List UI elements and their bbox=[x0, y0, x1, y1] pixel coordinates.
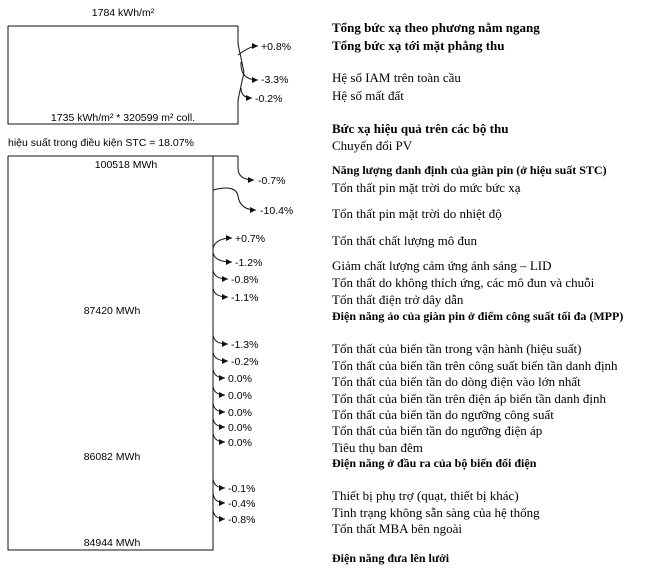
loss-arrow-temperature bbox=[213, 188, 256, 210]
loss-arrow-inverter-efficiency bbox=[213, 335, 228, 344]
loss-arrow-iam-gain bbox=[238, 46, 258, 55]
grid-energy-value: 84944 MWh bbox=[83, 537, 141, 549]
legend-irradiance-loss: Tổn thất pin mặt trời do mức bức xạ bbox=[332, 180, 521, 195]
legend-nominal-energy: Năng lượng danh định của giàn pin (ở hiệu suất STC) bbox=[332, 163, 607, 177]
loss-value-irradiance: -0.7% bbox=[258, 175, 286, 187]
loss-value-soiling: -0.2% bbox=[255, 93, 283, 105]
stc-efficiency-label: hiệu suất trong điều kiện STC = 18.07% bbox=[8, 137, 194, 149]
legend-inverter-voltage-threshold-loss: Tổn thất của biến tần do ngưỡng điện áp bbox=[332, 423, 543, 438]
loss-value-inverter-power-threshold: 0.0% bbox=[228, 407, 252, 419]
loss-arrow-inverter-voltage-threshold bbox=[213, 418, 225, 427]
loss-arrow-auxiliaries bbox=[213, 479, 225, 488]
loss-value-auxiliaries: -0.1% bbox=[228, 483, 256, 495]
loss-value-inverter-efficiency: -1.3% bbox=[231, 339, 259, 351]
legend-temperature-loss: Tổn thất pin mặt trời do nhiệt độ bbox=[332, 206, 502, 221]
loss-value-inverter-voltage: 0.0% bbox=[228, 390, 252, 402]
loss-arrow-lid bbox=[213, 252, 232, 262]
loss-arrow-unavailability bbox=[213, 493, 225, 503]
legend-inverter-output: Điện năng ở đầu ra của bộ biến đổi điện bbox=[332, 456, 537, 470]
legend-pv-conversion: Chuyển đổi PV bbox=[332, 138, 413, 153]
loss-arrow-ohmic bbox=[213, 288, 228, 297]
loss-arrow-module-quality bbox=[213, 238, 232, 248]
loss-value-mismatch: -0.8% bbox=[231, 274, 259, 286]
loss-value-transposition: +0.8% bbox=[261, 41, 292, 53]
legend-inverter-voltage-loss: Tổn thất của biến tần trên điện áp biến tần danh định bbox=[332, 391, 606, 406]
loss-value-ohmic: -1.1% bbox=[231, 292, 259, 304]
effective-irradiation-value: 1735 kWh/m² * 320599 m² coll. bbox=[50, 112, 196, 124]
horizontal-irradiation-value: 1784 kWh/m² bbox=[91, 7, 155, 19]
loss-value-inverter-voltage-threshold: 0.0% bbox=[228, 422, 252, 434]
legend-soiling-factor: Hệ số mất đất bbox=[332, 88, 404, 103]
loss-value-inverter-power: -0.2% bbox=[231, 356, 259, 368]
irradiation-box bbox=[8, 26, 244, 124]
inverter-output-value: 86082 MWh bbox=[83, 451, 141, 463]
loss-arrow-inverter-power bbox=[213, 352, 228, 361]
nominal-energy-value: 100518 MWh bbox=[94, 159, 158, 171]
legend-horizontal-irradiation: Tổng bức xạ theo phương nằm ngang bbox=[332, 20, 540, 35]
loss-arrow-night-consumption bbox=[213, 433, 225, 442]
legend-ohmic-loss: Tổn thất điện trở dây dẫn bbox=[332, 292, 464, 307]
loss-value-module-quality: +0.7% bbox=[235, 233, 266, 245]
legend-module-quality-loss: Tổn thất chất lượng mô đun bbox=[332, 233, 477, 248]
loss-arrow-mismatch bbox=[213, 270, 228, 279]
loss-value-transformer: -0.8% bbox=[228, 514, 256, 526]
pv-energy-box bbox=[8, 156, 238, 550]
legend-plane-irradiation: Tổng bức xạ tới mặt phẳng thu bbox=[332, 38, 505, 53]
loss-arrow-inverter-power-threshold bbox=[213, 403, 225, 412]
legend-inverter-efficiency-loss: Tổn thất của biến tần trong vận hành (hiệu suất) bbox=[332, 341, 582, 356]
virtual-energy-value: 87420 MWh bbox=[83, 305, 141, 317]
loss-arrow-transformer bbox=[213, 510, 225, 519]
legend-grid-energy: Điện năng đưa lên lưới bbox=[332, 551, 450, 565]
loss-value-night-consumption: 0.0% bbox=[228, 437, 252, 449]
loss-arrow-soiling bbox=[241, 88, 252, 98]
legend-iam-factor: Hệ số IAM trên toàn cầu bbox=[332, 70, 461, 85]
loss-arrow-inverter-voltage bbox=[213, 386, 225, 395]
legend-lid-loss: Giảm chất lượng cảm ứng ánh sáng – LID bbox=[332, 258, 552, 273]
legend-auxiliaries: Thiết bị phụ trợ (quạt, thiết bị khác) bbox=[332, 488, 519, 503]
loss-value-unavailability: -0.4% bbox=[228, 498, 256, 510]
legend-virtual-energy: Điện năng ảo của giàn pin ở điểm công suất tối đa (MPP) bbox=[332, 309, 624, 323]
loss-value-lid: -1.2% bbox=[235, 257, 263, 269]
legend-transformer-loss: Tổn thất MBA bên ngoài bbox=[332, 521, 462, 536]
legend-night-consumption: Tiêu thụ ban đêm bbox=[332, 440, 423, 455]
legend-inverter-current-loss: Tổn thất của biến tần do dòng điện vào lớn nhất bbox=[332, 374, 581, 389]
loss-arrow-irradiance bbox=[238, 156, 254, 180]
legend-mismatch-loss: Tổn thất do không thích ứng, các mô đun và chuỗi bbox=[332, 275, 595, 290]
legend-inverter-power-threshold-loss: Tổn thất của biến tần do ngưỡng công suất bbox=[332, 407, 554, 422]
loss-arrow-inverter-current bbox=[213, 369, 225, 378]
loss-value-temperature: -10.4% bbox=[260, 205, 294, 217]
legend-effective-irradiation: Bức xạ hiệu quả trên các bộ thu bbox=[332, 121, 509, 136]
legend-inverter-power-loss: Tổn thất của biến tần trên công suất biến tần danh định bbox=[332, 358, 618, 373]
legend-unavailability: Tình trạng không sẵn sàng của hệ thống bbox=[332, 505, 540, 520]
loss-value-iam: -3.3% bbox=[261, 74, 289, 86]
loss-value-inverter-current: 0.0% bbox=[228, 373, 252, 385]
